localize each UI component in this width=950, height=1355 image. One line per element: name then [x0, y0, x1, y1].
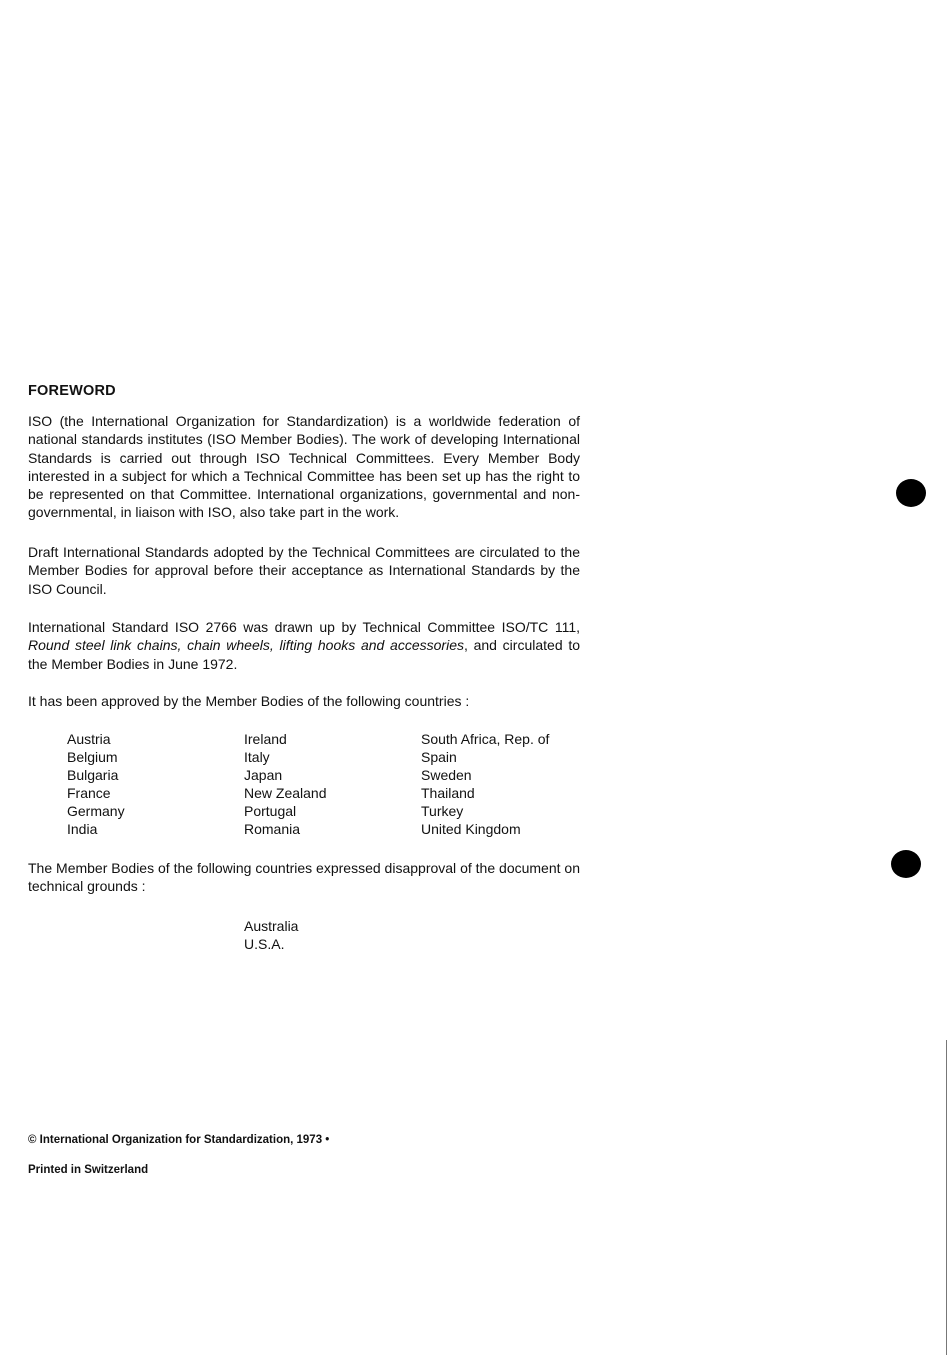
country-item: France [67, 784, 111, 801]
country-item: Portugal [244, 802, 297, 819]
foreword-paragraph-iso: ISO (the International Organization for Standardization) is a worldwide federation of national standards institutes (ISO Member Bodies). The work of developing International Standards is carried out through ISO Technical Committees. Every Member Body interested in a subject for which a Technical Committee has been set up has the right to be represented on that Committee. International organizations, governmental and non-governmental, in liaison with ISO, also take part in the work. [28, 413, 580, 521]
country-item: Austria [67, 731, 111, 747]
approval-intro: It has been approved by the Member Bodies of the following countries : [28, 693, 470, 709]
page-edge-line [946, 1040, 947, 1355]
country-item: New Zealand [244, 784, 327, 801]
country-item: Turkey [421, 802, 464, 819]
approved-countries-column-3 [421, 731, 549, 838]
committee-title: Round steel link chains, chain wheels, lifting hooks and accessories [28, 637, 464, 654]
country-item: Bulgaria [67, 766, 119, 783]
punch-hole-mark [891, 850, 921, 878]
standard-text-post: , and circulated to the Member Bodies in June 1972. [28, 637, 581, 672]
country-item: South Africa, Rep. of [421, 731, 550, 747]
country-item: Germany [67, 802, 125, 819]
country-item: United Kingdom [421, 820, 521, 837]
foreword-paragraph-standard [28, 618, 580, 673]
punch-hole-mark [896, 479, 926, 507]
approved-countries-column-1 [67, 731, 125, 838]
country-item: Ireland [244, 731, 287, 747]
country-item: Belgium [67, 748, 118, 765]
printed-notice: Printed in Switzerland [28, 1164, 149, 1176]
country-item: Italy [244, 748, 270, 765]
copyright-notice: © International Organization for Standardization, 1973 • [28, 1134, 330, 1146]
standard-text-pre: International Standard ISO 2766 was drawn up by Technical Committee ISO/TC 111, [28, 619, 580, 635]
country-item: India [67, 820, 98, 837]
country-item: U.S.A. [244, 936, 285, 952]
country-item: Thailand [421, 784, 475, 801]
foreword-heading: FOREWORD [28, 383, 116, 399]
country-item: Spain [421, 748, 457, 765]
disapproval-countries-list [244, 917, 298, 953]
country-item: Australia [244, 918, 299, 934]
country-item: Romania [244, 820, 301, 837]
approved-countries-column-2 [244, 731, 327, 838]
country-item: Sweden [421, 766, 472, 783]
country-item: Japan [244, 766, 283, 783]
foreword-paragraph-drafts: Draft International Standards adopted by the Technical Committees are circulated to the Member Bodies for approval before their acceptance as International Standards by the ISO Council. [28, 544, 580, 597]
disapproval-intro: The Member Bodies of the following countries expressed disapproval of the document on technical grounds : [28, 860, 580, 895]
